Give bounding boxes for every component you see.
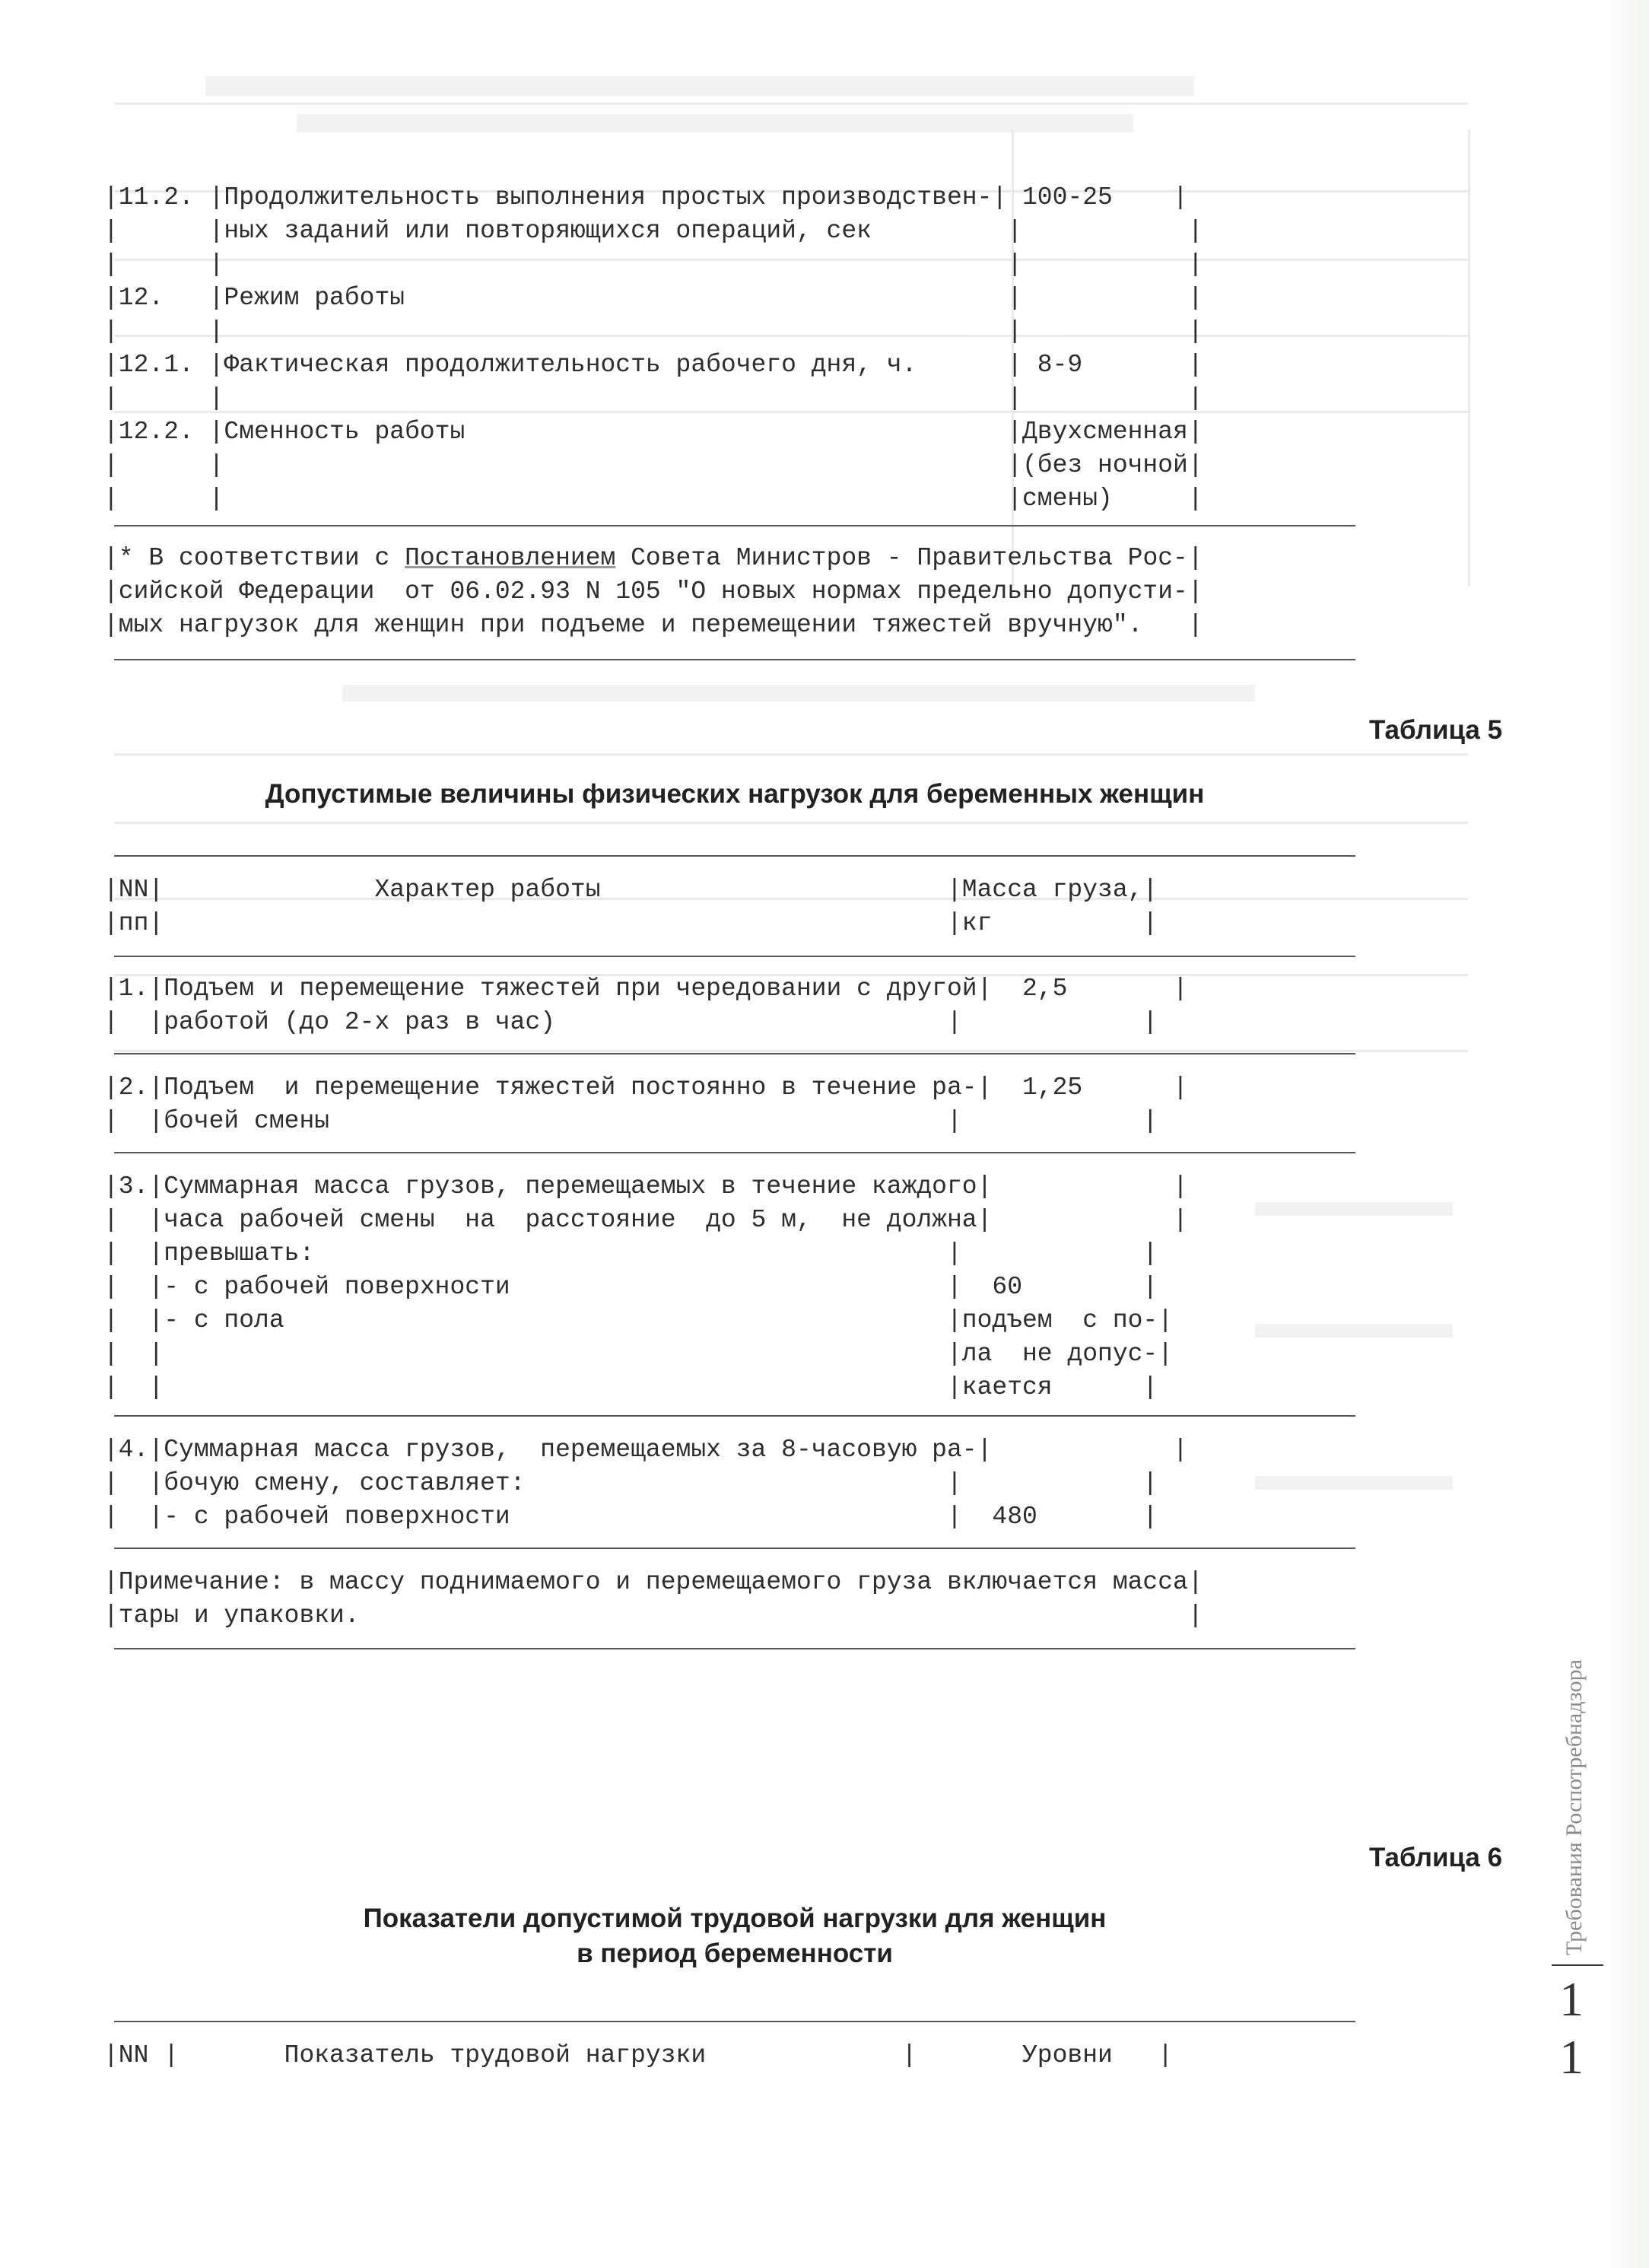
- table-rule: [114, 1152, 1355, 1153]
- table6-title-line2: в период беременности: [577, 1939, 893, 1968]
- table-row: | |превышать: | |: [103, 1239, 1158, 1268]
- table-rule: [114, 659, 1355, 660]
- table4-line: |11.2. |Продолжительность выполнения простых производствен-| 100-25 |: [103, 183, 1188, 212]
- table-row: |4.|Суммарная масса грузов, перемещаемых за 8-часовую ра-| |: [103, 1436, 1188, 1464]
- running-title-text: Требования Роспотребнадзора: [1562, 1659, 1587, 1955]
- table-rule: [114, 1548, 1355, 1549]
- table4-line: |12. |Режим работы | |: [103, 284, 1203, 312]
- table-row: | |- с пола |подъем с по-|: [103, 1306, 1174, 1334]
- running-title: [1548, 1590, 1593, 1955]
- table4-line: | | | |: [103, 250, 1203, 278]
- page-number-rule: [1552, 1964, 1603, 1966]
- table-row: | |работой (до 2-х раз в час) | |: [103, 1008, 1158, 1036]
- table-rule: [114, 525, 1355, 526]
- table4-line: | | | |: [103, 317, 1203, 345]
- table5-note-line: |Примечание: в массу поднимаемого и перемещаемого груза включается масса|: [103, 1568, 1203, 1596]
- footnote-text: |* В соответствии с: [103, 544, 405, 572]
- table4-line: | | |смены) |: [103, 485, 1203, 513]
- table-rule: [114, 1648, 1355, 1649]
- table-rule: [114, 2021, 1355, 2022]
- table4-line: |12.2. |Сменность работы |Двухсменная|: [103, 418, 1203, 446]
- table-row: |1.|Подъем и перемещение тяжестей при чередовании с другой| 2,5 |: [103, 975, 1188, 1003]
- table-row: | |бочей смены | |: [103, 1107, 1158, 1135]
- table6-caption: Таблица 6: [1369, 1843, 1503, 1872]
- table-row: | | |ла не допус-|: [103, 1340, 1174, 1368]
- footnote-text: Совета Министров - Правительства Рос-|: [615, 544, 1203, 572]
- table-rule: [114, 1053, 1355, 1054]
- postanovlenie-link[interactable]: Постановлением: [405, 544, 616, 572]
- table-rule: [114, 956, 1355, 957]
- table4-line: | | | |: [103, 384, 1203, 412]
- table-row: | |часа рабочей смены на расстояние до 5 м, не должна| |: [103, 1206, 1188, 1234]
- table4-line: | |ных заданий или повторяющихся операций, сек | |: [103, 217, 1203, 245]
- table5-header-line: |NN| Характер работы |Масса груза,|: [103, 876, 1158, 904]
- table-row: | |- с рабочей поверхности | 480 |: [103, 1503, 1158, 1531]
- table-rule: [114, 855, 1355, 857]
- page-edge-shadow: [1603, 0, 1649, 2268]
- table6-header-line: |NN | Показатель трудовой нагрузки | Уровни |: [103, 2041, 1174, 2069]
- table6-title-line1: Показатели допустимой трудовой нагрузки для женщин: [363, 1904, 1107, 1933]
- table5-title: Допустимые величины физических нагрузок для беременных женщин: [265, 779, 1205, 809]
- table-row: |3.|Суммарная масса грузов, перемещаемых в течение каждого| |: [103, 1172, 1188, 1201]
- footnote-line: [103, 542, 1203, 575]
- table4-line: | | |(без ночной|: [103, 451, 1203, 479]
- table5-header-line: |пп| |кг |: [103, 909, 1158, 937]
- page-number-digit: 1: [1559, 1972, 1584, 2026]
- table-row: | |бочую смену, составляет: | |: [103, 1469, 1158, 1497]
- table-rule: [114, 1415, 1355, 1417]
- table4-line: |12.1. |Фактическая продолжительность рабочего дня, ч. | 8-9 |: [103, 351, 1203, 379]
- table-row: | | |кается |: [103, 1373, 1158, 1401]
- table5-caption: Таблица 5: [1369, 715, 1503, 745]
- footnote-line: |мых нагрузок для женщин при подъеме и перемещении тяжестей вручную". |: [103, 611, 1203, 639]
- page-number-digit: 1: [1559, 2030, 1584, 2084]
- table5-note-line: |тары и упаковки. |: [103, 1602, 1203, 1630]
- table-row: | |- с рабочей поверхности | 60 |: [103, 1273, 1158, 1301]
- footnote-line: |сийской Федерации от 06.02.93 N 105 "О новых нормах предельно допусти-|: [103, 577, 1203, 606]
- table-row: |2.|Подъем и перемещение тяжестей постоянно в течение ра-| 1,25 |: [103, 1074, 1188, 1102]
